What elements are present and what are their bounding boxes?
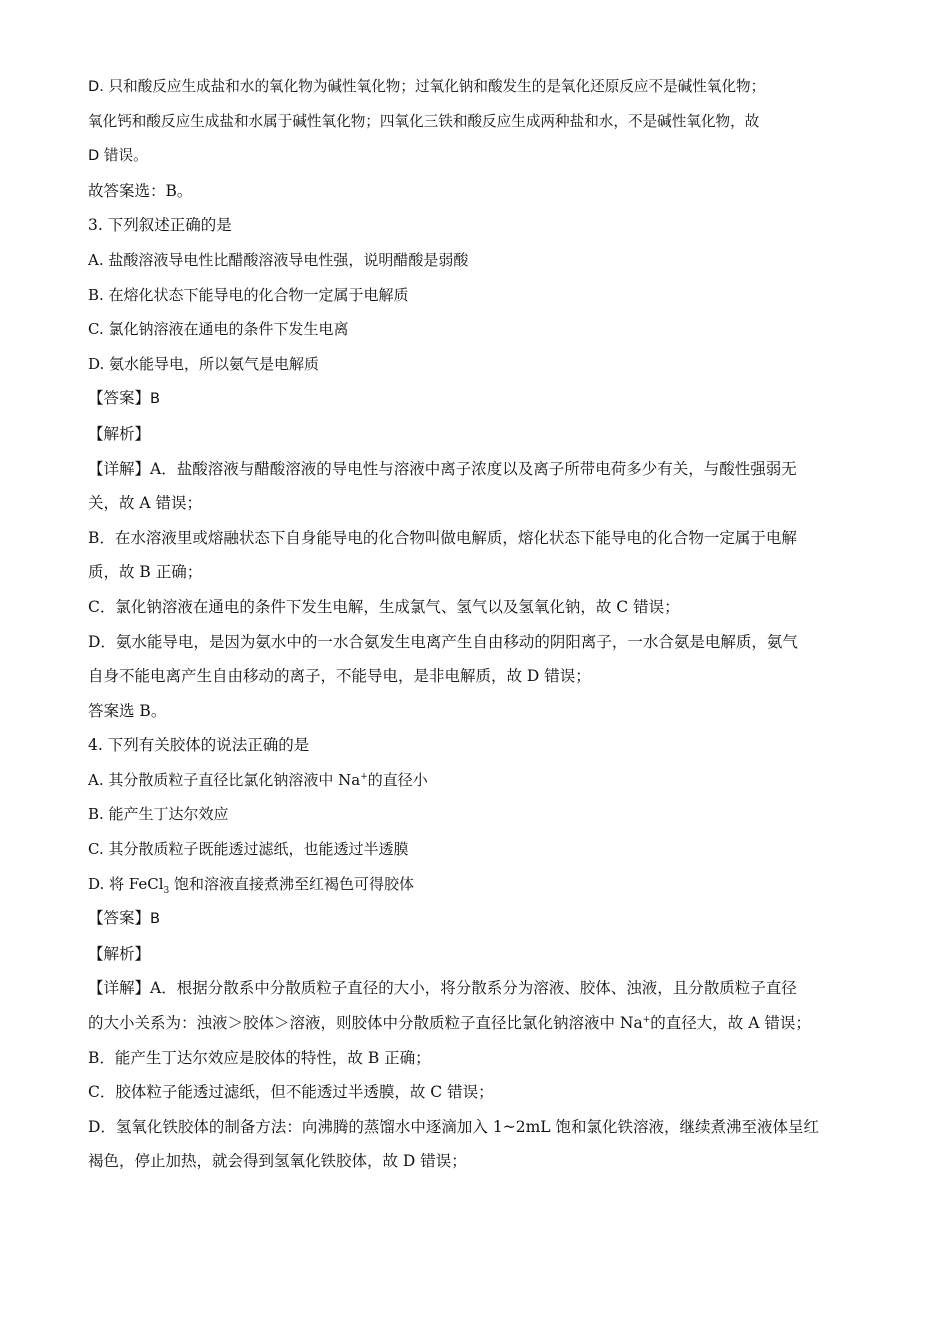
q4-detail-d1: D．氢氧化铁胶体的制备方法：向沸腾的蒸馏水中逐滴加入 1~2mL 饱和氯化铁溶液，继续煮沸至液体呈红 bbox=[88, 1117, 819, 1136]
q4-answer-tag: 【答案】 bbox=[88, 909, 151, 928]
q3-answer-value: B bbox=[150, 390, 161, 408]
q4-detail-a2-sup: + bbox=[642, 1014, 651, 1025]
q3-stem: 3. 下列叙述正确的是 bbox=[88, 216, 232, 235]
q3-detail-5: C．氯化钠溶液在通电的条件下发生电解，生成氯气、氢气以及氢氧化钠，故 C 错误； bbox=[88, 597, 680, 616]
q4-option-a-text-end: 的直径小 bbox=[367, 770, 428, 789]
q4-option-d-text: D. 将 FeCl bbox=[88, 874, 164, 893]
q3-detail-1 bbox=[88, 452, 868, 487]
q3-detail-3: B．在水溶液里或熔融状态下自身能导电的化合物叫做电解质，熔化状态下能导电的化合物一定属于电解 bbox=[88, 528, 797, 547]
q3-option-a: A. 盐酸溶液导电性比醋酸溶液导电性强，说明醋酸是弱酸 bbox=[88, 250, 469, 269]
q4-answer-value: B bbox=[150, 910, 161, 928]
q3-option-c: C. 氯化钠溶液在通电的条件下发生电离 bbox=[88, 320, 349, 339]
q3-analysis-tag: 【解析】 bbox=[88, 424, 151, 443]
q4-analysis-tag: 【解析】 bbox=[88, 944, 151, 963]
document-page bbox=[88, 70, 868, 1179]
q3-detail-tag: 【详解】 bbox=[88, 459, 151, 478]
q4-detail-a1-text: A．根据分散系中分散质粒子直径的大小，将分散系分为溶液、胶体、浊液，且分散质粒子直径 bbox=[150, 979, 797, 998]
q3-answer bbox=[88, 381, 868, 417]
q4-option-c: C. 其分散质粒子既能透过滤纸，也能透过半透膜 bbox=[88, 840, 409, 859]
q4-option-d bbox=[88, 867, 868, 902]
q3-answer-tag: 【答案】 bbox=[88, 389, 151, 408]
q4-answer bbox=[88, 901, 868, 937]
prev-conclusion: 故答案选：B。 bbox=[88, 181, 193, 200]
q4-option-a-sup: + bbox=[360, 771, 368, 782]
q4-detail-b: B．能产生丁达尔效应是胶体的特性，故 B 正确； bbox=[88, 1048, 431, 1067]
q3-detail-4: 质，故 B 正确； bbox=[88, 563, 203, 582]
prev-analysis-d-line-2: 氧化钙和酸反应生成盐和水属于碱性氧化物；四氧化三铁和酸反应生成两种盐和水，不是碱性氧化物，故 bbox=[88, 112, 760, 130]
q4-detail-a2-text-end: 的直径大，故 A 错误； bbox=[650, 1014, 811, 1033]
q4-option-a-text: A. 其分散质粒子直径比氯化钠溶液中 Na bbox=[88, 770, 361, 789]
q4-detail-tag: 【详解】 bbox=[88, 979, 151, 998]
q4-option-a bbox=[88, 763, 868, 798]
q4-detail-c: C．胶体粒子能透过滤纸，但不能透过半透膜，故 C 错误； bbox=[88, 1083, 494, 1102]
q4-stem: 4. 下列有关胶体的说法正确的是 bbox=[88, 736, 310, 755]
q3-option-b: B. 在熔化状态下能导电的化合物一定属于电解质 bbox=[88, 285, 409, 304]
q3-detail-6: D．氨水能导电，是因为氨水中的一水合氨发生电离产生自由移动的阴阳离子，一水合氨是电解质，氨气 bbox=[88, 632, 798, 651]
q4-detail-a1 bbox=[88, 971, 868, 1006]
q4-detail-d2: 褐色，停止加热，就会得到氢氧化铁胶体，故 D 错误； bbox=[88, 1152, 467, 1171]
q4-option-b: B. 能产生丁达尔效应 bbox=[88, 805, 229, 824]
q3-conclusion: 答案选 B。 bbox=[88, 701, 167, 720]
q3-detail-2: 关，故 A 错误； bbox=[88, 494, 203, 513]
q4-detail-a2 bbox=[88, 1006, 868, 1041]
prev-analysis-d-line-3: D 错误。 bbox=[88, 147, 148, 165]
q4-detail-a2-text: 的大小关系为：浊液＞胶体＞溶液，则胶体中分散质粒子直径比氯化钠溶液中 Na bbox=[88, 1014, 643, 1033]
prev-analysis-d-line-1: D. 只和酸反应生成盐和水的氧化物为碱性氧化物；过氧化钠和酸发生的是氧化还原反应不是碱性氧化物； bbox=[88, 78, 766, 95]
q4-option-d-text-end: 饱和溶液直接煮沸至红褐色可得胶体 bbox=[169, 874, 415, 893]
q3-detail-text: A．盐酸溶液与醋酸溶液的导电性与溶液中离子浓度以及离子所带电荷多少有关，与酸性强弱无 bbox=[150, 459, 797, 478]
q3-detail-7: 自身不能电离产生自由移动的离子，不能导电，是非电解质，故 D 错误； bbox=[88, 667, 591, 686]
q4-option-d-sub: 3 bbox=[163, 885, 170, 896]
q3-option-d: D. 氨水能导电，所以氨气是电解质 bbox=[88, 354, 320, 373]
